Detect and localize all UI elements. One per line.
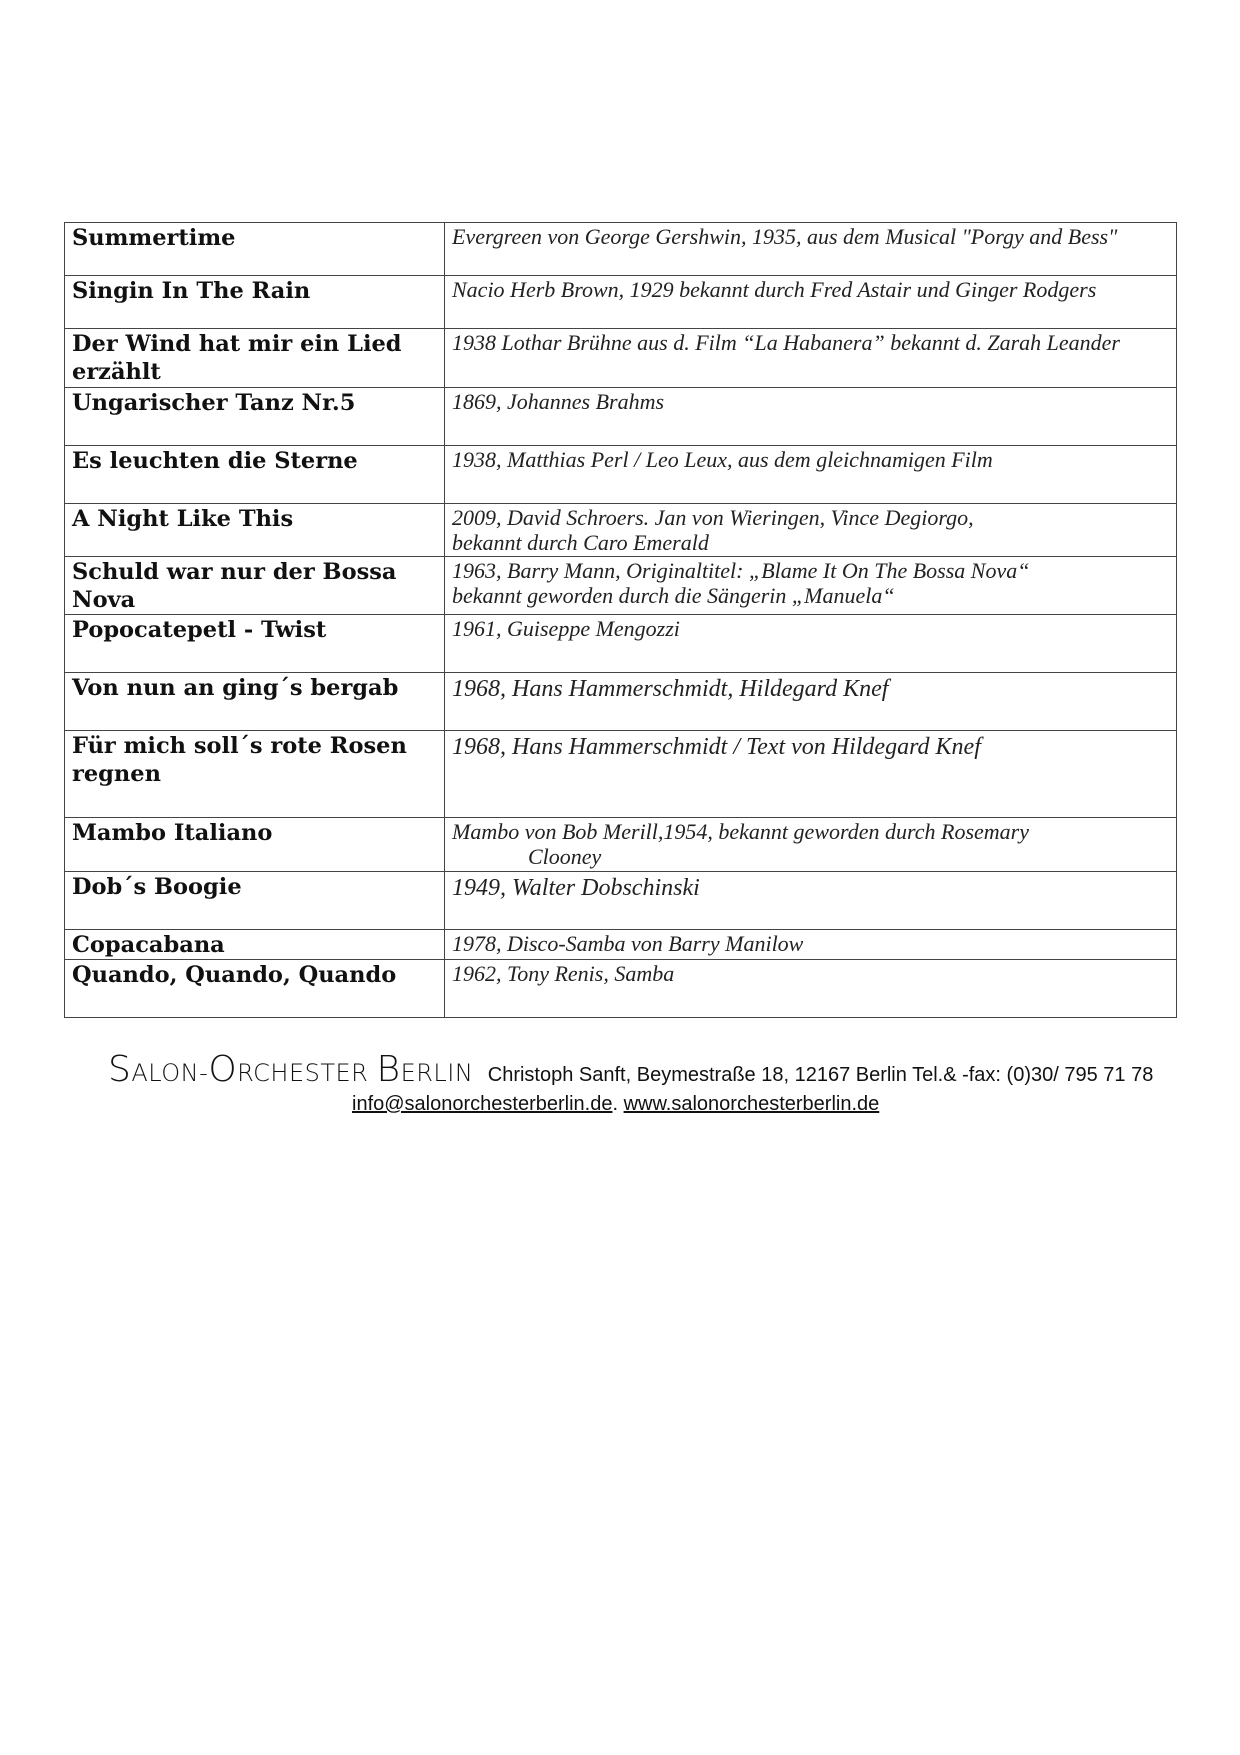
link-separator: .	[612, 1093, 624, 1115]
contact-links	[352, 1093, 879, 1116]
song-description: Mambo von Bob Merill,1954, bekannt geworden durch Rosemary Clooney	[445, 818, 1177, 872]
table-row	[65, 388, 1177, 446]
table-row	[65, 329, 1177, 388]
song-title: Ungarischer Tanz Nr.5	[65, 388, 445, 446]
table-row	[65, 673, 1177, 731]
table-row	[65, 557, 1177, 615]
song-title: A Night Like This	[65, 504, 445, 557]
song-description: 1961, Guiseppe Mengozzi	[445, 615, 1177, 673]
song-title: Von nun an ging´s bergab	[65, 673, 445, 731]
song-title: Quando, Quando, Quando	[65, 960, 445, 1018]
table-row	[65, 223, 1177, 276]
table-row	[65, 276, 1177, 329]
song-description: 1869, Johannes Brahms	[445, 388, 1177, 446]
table-row	[65, 818, 1177, 872]
song-title: Singin In The Rain	[65, 276, 445, 329]
song-title: Für mich soll´s rote Rosen regnen	[65, 731, 445, 818]
song-title: Copacabana	[65, 930, 445, 960]
song-description: Evergreen von George Gershwin, 1935, aus dem Musical "Porgy and Bess"	[445, 223, 1177, 276]
table-row	[65, 446, 1177, 504]
song-description: 1962, Tony Renis, Samba	[445, 960, 1177, 1018]
song-description: 1968, Hans Hammerschmidt / Text von Hildegard Knef	[445, 731, 1177, 818]
song-title: Dob´s Boogie	[65, 872, 445, 930]
song-description: 1963, Barry Mann, Originaltitel: „Blame It On The Bossa Nova“ bekannt geworden durch die Sängerin „Manuela“	[445, 557, 1177, 615]
song-title: Mambo Italiano	[65, 818, 445, 872]
song-description: 1938, Matthias Perl / Leo Leux, aus dem gleichnamigen Film	[445, 446, 1177, 504]
song-description: 1968, Hans Hammerschmidt, Hildegard Knef	[445, 673, 1177, 731]
table-row	[65, 731, 1177, 818]
song-title: Popocatepetl - Twist	[65, 615, 445, 673]
table-row	[65, 872, 1177, 930]
table-row	[65, 960, 1177, 1018]
website-link[interactable]: www.salonorchesterberlin.de	[623, 1093, 880, 1115]
song-description: 1949, Walter Dobschinski	[445, 872, 1177, 930]
orchestra-logo: SALON-ORCHESTER BERLIN	[108, 1049, 474, 1090]
song-title: Summertime	[65, 223, 445, 276]
song-description: 1938 Lothar Brühne aus d. Film “La Habanera” bekannt d. Zarah Leander	[445, 329, 1177, 388]
contact-address: Christoph Sanft, Beymestraße 18, 12167 Berlin Tel.& -fax: (0)30/ 795 71 78	[487, 1064, 1154, 1086]
song-title: Der Wind hat mir ein Lied erzählt	[65, 329, 445, 388]
song-description: 2009, David Schroers. Jan von Wieringen, Vince Degiorgo, bekannt durch Caro Emerald	[445, 504, 1177, 557]
song-description: Nacio Herb Brown, 1929 bekannt durch Fred Astair und Ginger Rodgers	[445, 276, 1177, 329]
repertoire-table	[64, 222, 1177, 1018]
footer-line	[108, 1049, 1154, 1090]
song-title: Schuld war nur der Bossa Nova	[65, 557, 445, 615]
song-description: 1978, Disco-Samba von Barry Manilow	[445, 930, 1177, 960]
table-row	[65, 615, 1177, 673]
email-link[interactable]: info@salonorchesterberlin.de	[352, 1093, 613, 1115]
table-row	[65, 504, 1177, 557]
song-title: Es leuchten die Sterne	[65, 446, 445, 504]
table-row	[65, 930, 1177, 960]
